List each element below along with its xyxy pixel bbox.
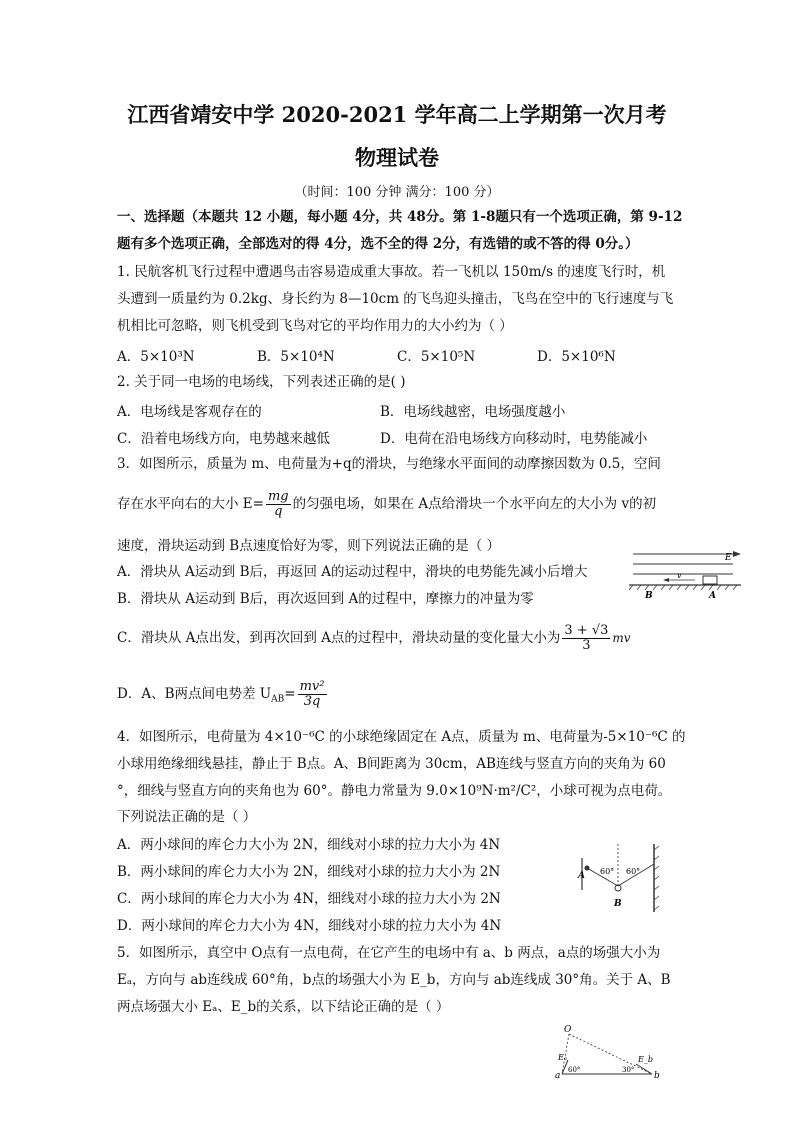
angle-label: 60° bbox=[626, 867, 641, 876]
slider-block bbox=[703, 576, 717, 584]
q4-figure bbox=[572, 840, 662, 915]
angle-label: 30° bbox=[622, 1066, 635, 1074]
q4-line: 下列说法正确的是（ ） bbox=[117, 809, 257, 825]
field-eb bbox=[636, 1064, 652, 1074]
label-a: A bbox=[709, 591, 716, 600]
label-b: b bbox=[654, 1071, 660, 1081]
fraction-e: $\frac{mg}{q}$ bbox=[267, 489, 289, 519]
q1-option-d: D．5×10⁶N bbox=[537, 349, 616, 365]
exam-title: 江西省靖安中学 2020-2021 学年高二上学期第一次月考 bbox=[127, 102, 667, 127]
q4-option-c: C．两小球间的库仑力大小为 4N，细线对小球的拉力大小为 2N bbox=[117, 891, 501, 907]
q3-line: 3．如图所示，质量为 m、电荷量为+q的滑块，与绝缘水平面间的动摩擦因数为 0.5，空间 bbox=[117, 456, 661, 472]
q3-option-d: D．A、B两点间电势差 $U_{AB}=$ $\frac{\text{mv²}}{3q}$ bbox=[117, 679, 325, 709]
q2-option-c: C．沿着电场线方向，电势越来越低 bbox=[117, 431, 330, 447]
q5-line: Eₐ，方向与 ab连线成 60°角，b点的场强大小为 E_b，方向与 ab连线成 30°角。关于 A、B bbox=[117, 972, 671, 988]
angle-label: 60° bbox=[568, 1066, 581, 1074]
q4-option-b: B．两小球间的库仑力大小为 2N，细线对小球的拉力大小为 2N bbox=[117, 864, 501, 880]
label-a: a bbox=[555, 1071, 561, 1081]
q1-line: 机相比可忽略，则飞机受到飞鸟对它的平均作用力的大小约为（ ） bbox=[117, 318, 513, 334]
arrow-icon bbox=[663, 578, 669, 582]
q4-option-a: A．两小球间的库仑力大小为 2N，细线对小球的拉力大小为 4N bbox=[117, 837, 501, 853]
label-a: A bbox=[578, 871, 585, 881]
q3-option-c: C．滑块从 A点出发，到再次回到 A点的过程中，滑块动量的变化量大小为 $\frac{3 + √3}{3}$ mv bbox=[117, 623, 631, 653]
label-eb: E_b bbox=[638, 1055, 653, 1064]
q1-option-b: B．5×10⁴N bbox=[257, 349, 335, 365]
q4-line: 小球用绝缘细线悬挂，静止于 B点。A、B间距离为 30cm，AB连线与竖直方向的夹角为 60 bbox=[117, 756, 666, 772]
q3-line: 速度，滑块运动到 B点速度恰好为零，则下列说法正确的是（ ） bbox=[117, 538, 501, 554]
q1-line: 1. 民航客机飞行过程中遭遇鸟击容易造成重大事故。若一飞机以 150m/s 的速度飞行时，机 bbox=[117, 264, 666, 280]
q4-option-d: D．两小球间的库仑力大小为 4N，细线对小球的拉力大小为 4N bbox=[117, 918, 502, 934]
q1-line: 头遭到一质量约为 0.2kg、身长约为 8—10cm 的飞鸟迎头撞击，飞鸟在空中的飞行速度与飞 bbox=[117, 291, 674, 307]
fraction-c: $\frac{3 + √3}{3}$ bbox=[564, 623, 609, 653]
q5-line: 两点场强大小 Eₐ、E_b的关系，以下结论正确的是（ ） bbox=[117, 999, 450, 1015]
q3-option-b: B．滑块从 A运动到 B后，再次返回到 A的过程中，摩擦力的冲量为零 bbox=[117, 591, 534, 607]
section-heading: 一、选择题（本题共 12 小题，每小题 4分，共 48分。第 1-8题只有一个选项正确，第 9-12 bbox=[117, 209, 683, 225]
exam-subject: 物理试卷 bbox=[355, 145, 439, 170]
label-b: B bbox=[614, 899, 622, 909]
label-v: v bbox=[677, 571, 682, 580]
q5-figure bbox=[552, 1022, 662, 1082]
q3-line: 存在水平向右的大小 E= $\frac{mg}{q}$ 的匀强电场，如果在 A点给滑块一个水平向左的大小为 v的初 bbox=[117, 489, 657, 519]
q5-line: 5．如图所示，真空中 O点有一点电荷，在它产生的电场中有 a、b 两点，a点的场强大小为 bbox=[117, 945, 661, 961]
q2-option-d: D．电荷在沿电场线方向移动时，电势能减小 bbox=[380, 431, 648, 447]
angle-label: 60° bbox=[600, 867, 615, 876]
label-ea: Eₐ bbox=[558, 1053, 567, 1062]
label-o: O bbox=[564, 1025, 572, 1035]
q1-option-c: C．5×10⁵N bbox=[397, 349, 476, 365]
q2-option-b: B．电场线越密，电场强度越小 bbox=[380, 404, 566, 420]
q4-line: 4．如图所示，电荷量为 4×10⁻⁶C 的小球绝缘固定在 A点，质量为 m、电荷量为-5×10⁻⁶C 的 bbox=[117, 729, 686, 745]
section-heading-cont: 题有多个选项正确，全部选对的得 4分，选不全的得 2分，有选错的或不答的得 0分。） bbox=[117, 236, 639, 252]
q1-option-a: A．5×10³N bbox=[117, 349, 195, 365]
q2-stem: 2. 关于同一电场的电场线，下列表述正确的是( ) bbox=[117, 374, 406, 390]
q3-figure bbox=[625, 548, 745, 600]
charge-a bbox=[585, 866, 590, 871]
q3-option-a: A．滑块从 A运动到 B后，再返回 A的运动过程中，滑块的电势能先减小后增大 bbox=[117, 564, 588, 580]
label-b: B bbox=[645, 591, 653, 600]
q4-line: °，细线与竖直方向的夹角也为 60°。静电力常量为 9.0×10⁹N·m²/C²，小球可视为点电荷。 bbox=[117, 783, 672, 799]
arrow-icon bbox=[733, 551, 741, 557]
label-e: E bbox=[725, 553, 732, 563]
q2-option-a: A．电场线是客观存在的 bbox=[117, 404, 262, 420]
exam-info: （时间：100 分钟 满分：100 分） bbox=[294, 185, 500, 200]
ob-line bbox=[569, 1034, 652, 1074]
fraction-d: $\frac{\text{mv²}}{3q}$ bbox=[299, 679, 325, 709]
